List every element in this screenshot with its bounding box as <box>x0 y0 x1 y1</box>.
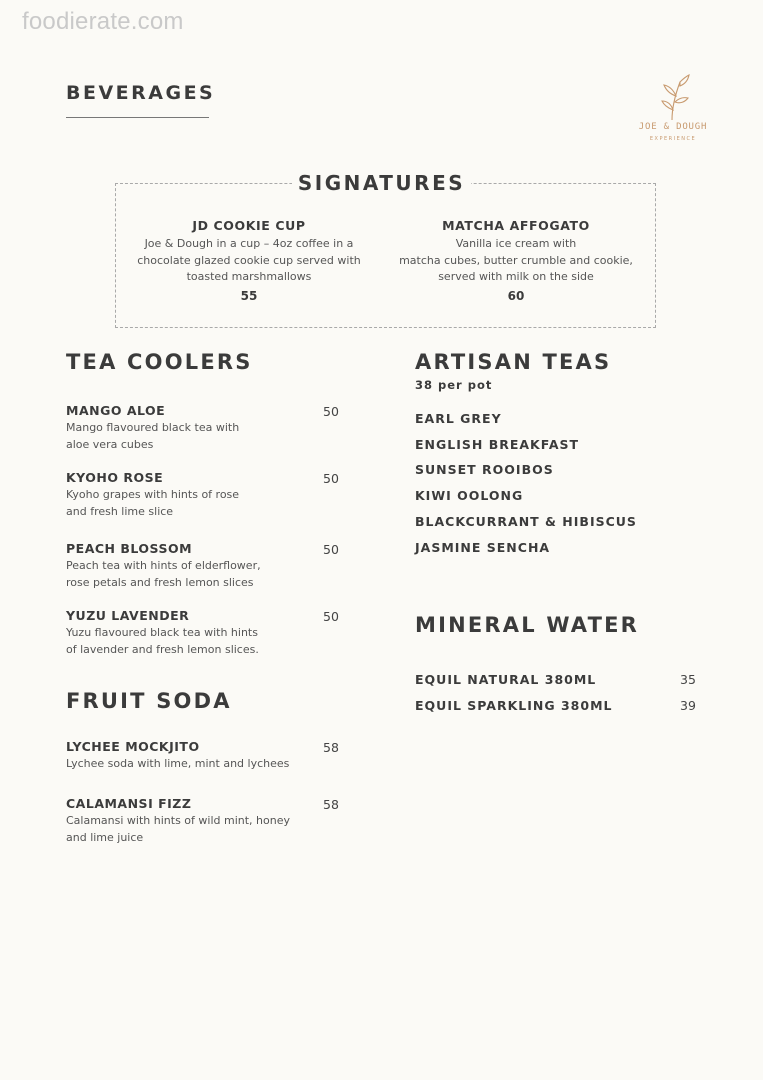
item-description <box>386 236 646 286</box>
leaf-icon <box>654 72 694 122</box>
desc-line: Peach tea with hints of elderflower, <box>66 559 261 572</box>
list-item <box>66 796 356 846</box>
item-description <box>120 236 378 286</box>
tea-coolers-heading: TEA COOLERS <box>66 350 253 374</box>
desc-line: Kyoho grapes with hints of rose <box>66 488 240 501</box>
item-price: 35 <box>680 672 696 687</box>
desc-line: of lavender and fresh lemon slices. <box>66 642 259 656</box>
item-price: 60 <box>507 288 525 303</box>
item-description <box>66 420 356 453</box>
list-item <box>66 403 356 453</box>
item-price: 58 <box>323 797 339 812</box>
list-item <box>66 608 356 658</box>
logo-subtitle: EXPERIENCE <box>649 136 697 142</box>
item-description <box>66 756 356 773</box>
list-item: EARL GREY <box>415 411 502 426</box>
desc-line: Joe & Dough in a cup – 4oz coffee in a <box>144 237 354 250</box>
item-name: KYOHO ROSE <box>66 470 164 485</box>
signature-item <box>386 218 646 303</box>
list-item <box>66 541 356 591</box>
desc-line: chocolate glazed cookie cup served with <box>137 253 361 267</box>
item-price: 50 <box>323 609 339 624</box>
artisan-teas-subtitle: 38 per pot <box>415 378 493 392</box>
desc-line: aloe vera cubes <box>66 437 154 451</box>
desc-line: rose petals and fresh lemon slices <box>66 575 254 589</box>
item-name: PEACH BLOSSOM <box>66 541 193 556</box>
item-description <box>66 558 356 591</box>
list-item: BLACKCURRANT & HIBISCUS <box>415 514 637 529</box>
list-item <box>66 739 356 773</box>
item-description <box>66 625 356 658</box>
desc-line: Vanilla ice cream with <box>455 237 577 250</box>
desc-line: Mango flavoured black tea with <box>66 421 240 434</box>
desc-line: served with milk on the side <box>438 270 594 283</box>
watermark: foodierate.com <box>22 8 184 35</box>
desc-line: and lime juice <box>66 830 144 844</box>
list-item: EQUIL SPARKLING 380ML <box>415 698 613 713</box>
desc-line: toasted marshmallows <box>186 270 312 283</box>
title-underline <box>66 117 209 118</box>
item-price: 50 <box>323 471 339 486</box>
item-price: 39 <box>680 698 696 713</box>
item-name: CALAMANSI FIZZ <box>66 796 192 811</box>
item-name: MATCHA AFFOGATO <box>442 218 590 233</box>
desc-line: and fresh lime slice <box>66 504 174 518</box>
item-description <box>66 813 356 846</box>
desc-line: matcha cubes, butter crumble and cookie, <box>399 253 633 267</box>
logo-wordmark: JOE & DOUGH <box>638 122 708 132</box>
desc-line: Yuzu flavoured black tea with hints <box>66 626 258 639</box>
item-name: LYCHEE MOCKJITO <box>66 739 200 754</box>
brand-logo <box>630 72 716 148</box>
item-description <box>66 487 356 520</box>
artisan-teas-heading: ARTISAN TEAS <box>415 350 612 374</box>
list-item: KIWI OOLONG <box>415 488 524 503</box>
desc-line: Calamansi with hints of wild mint, honey <box>66 814 290 827</box>
item-name: MANGO ALOE <box>66 403 166 418</box>
list-item: SUNSET ROOIBOS <box>415 462 554 477</box>
signatures-heading-wrap <box>0 171 763 195</box>
item-price: 50 <box>323 542 339 557</box>
item-price: 55 <box>240 288 258 303</box>
list-item: EQUIL NATURAL 380ML <box>415 672 597 687</box>
list-item: ENGLISH BREAKFAST <box>415 437 580 452</box>
mineral-water-heading: MINERAL WATER <box>415 613 640 637</box>
list-item <box>66 470 356 520</box>
signature-item <box>120 218 378 303</box>
page-title: BEVERAGES <box>66 82 216 104</box>
signatures-heading: SIGNATURES <box>292 171 471 195</box>
item-price: 50 <box>323 404 339 419</box>
item-name: YUZU LAVENDER <box>66 608 190 623</box>
item-name: JD COOKIE CUP <box>192 218 306 233</box>
desc-line: Lychee soda with lime, mint and lychees <box>66 757 290 770</box>
item-price: 58 <box>323 740 339 755</box>
list-item: JASMINE SENCHA <box>415 540 551 555</box>
fruit-soda-heading: FRUIT SODA <box>66 689 232 713</box>
